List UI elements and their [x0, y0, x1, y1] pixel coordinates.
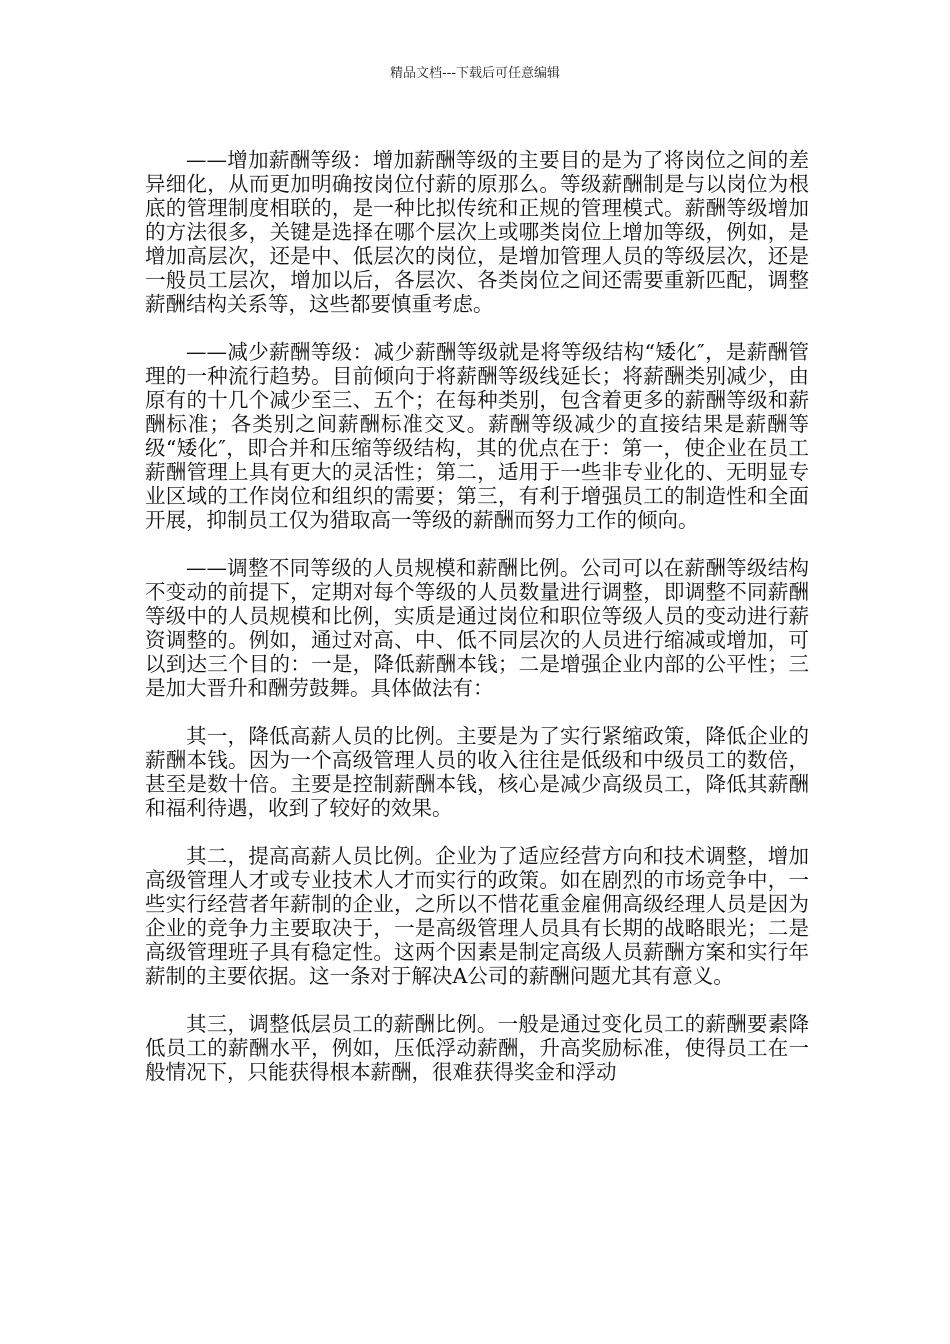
document-body: [145, 148, 809, 1108]
paragraph-increase-pay-grades: ——增加薪酬等级：增加薪酬等级的主要目的是为了将岗位之间的差异细化，从而更加明确按岗位付薪的原那么。等级薪酬制是与以岗位为根底的管理制度相联的，是一种比拟传统和正规的管理模式。薪酬等级增加的方法很多，关键是选择在哪个层次上或哪类岗位上增加等级，例如，是增加高层次，还是中、低层次的岗位，是增加管理人员的等级层次，还是一般员工层次，增加以后，各层次、各类岗位之间还需要重新匹配，调整薪酬结构关系等，这些都要慎重考虑。: [145, 148, 809, 316]
paragraph-first-measure: 其一，降低高薪人员的比例。主要是为了实行紧缩政策，降低企业的薪酬本钱。因为一个高级管理人员的收入往往是低级和中级员工的数倍，甚至是数十倍。主要是控制薪酬本钱，核心是减少高级员工，降低其薪酬和福利待遇，收到了较好的效果。: [145, 724, 809, 820]
paragraph-adjust-grade-staffing: ——调整不同等级的人员规模和薪酬比例。公司可以在薪酬等级结构不变动的前提下，定期对每个等级的人员数量进行调整，即调整不同薪酬等级中的人员规模和比例，实质是通过岗位和职位等级人员的变动进行薪资调整的。例如，通过对高、中、低不同层次的人员进行缩减或增加，可以到达三个目的：一是，降低薪酬本钱；二是增强企业内部的公平性；三是加大晋升和酬劳鼓舞。具体做法有：: [145, 556, 809, 700]
paragraph-reduce-pay-grades: ——减少薪酬等级：减少薪酬等级就是将等级结构“矮化″，是薪酬管理的一种流行趋势。目前倾向于将薪酬等级线延长；将薪酬类别减少，由原有的十几个减少至三、五个；在每种类别，包含着更多的薪酬等级和薪酬标准；各类别之间薪酬标准交叉。薪酬等级减少的直接结果是薪酬等级“矮化″，即合并和压缩等级结构，其的优点在于：第一，使企业在员工薪酬管理上具有更大的灵活性；第二，适用于一些非专业化的、无明显专业区域的工作岗位和组织的需要；第三，有利于增强员工的制造性和全面开展，抑制员工仅为猎取高一等级的薪酬而努力工作的倾向。: [145, 340, 809, 532]
page-header: 精品文档---下载后可任意编辑: [389, 66, 561, 81]
paragraph-third-measure: 其三，调整低层员工的薪酬比例。一般是通过变化员工的薪酬要素降低员工的薪酬水平，例如，压低浮动薪酬，升高奖励标准，使得员工在一般情况下，只能获得根本薪酬，很难获得奖金和浮动: [145, 1012, 809, 1084]
paragraph-second-measure: 其二，提高高薪人员比例。企业为了适应经营方向和技术调整，增加高级管理人才或专业技术人才而实行的政策。如在剧烈的市场竞争中，一些实行经营者年薪制的企业，之所以不惜花重金雇佣高级经理人员是因为企业的竞争力主要取决于，一是高级管理人员具有长期的战略眼光；二是高级管理班子具有稳定性。这两个因素是制定高级人员薪酬方案和实行年薪制的主要依据。这一条对于解决A公司的薪酬问题尤其有意义。: [145, 844, 809, 988]
